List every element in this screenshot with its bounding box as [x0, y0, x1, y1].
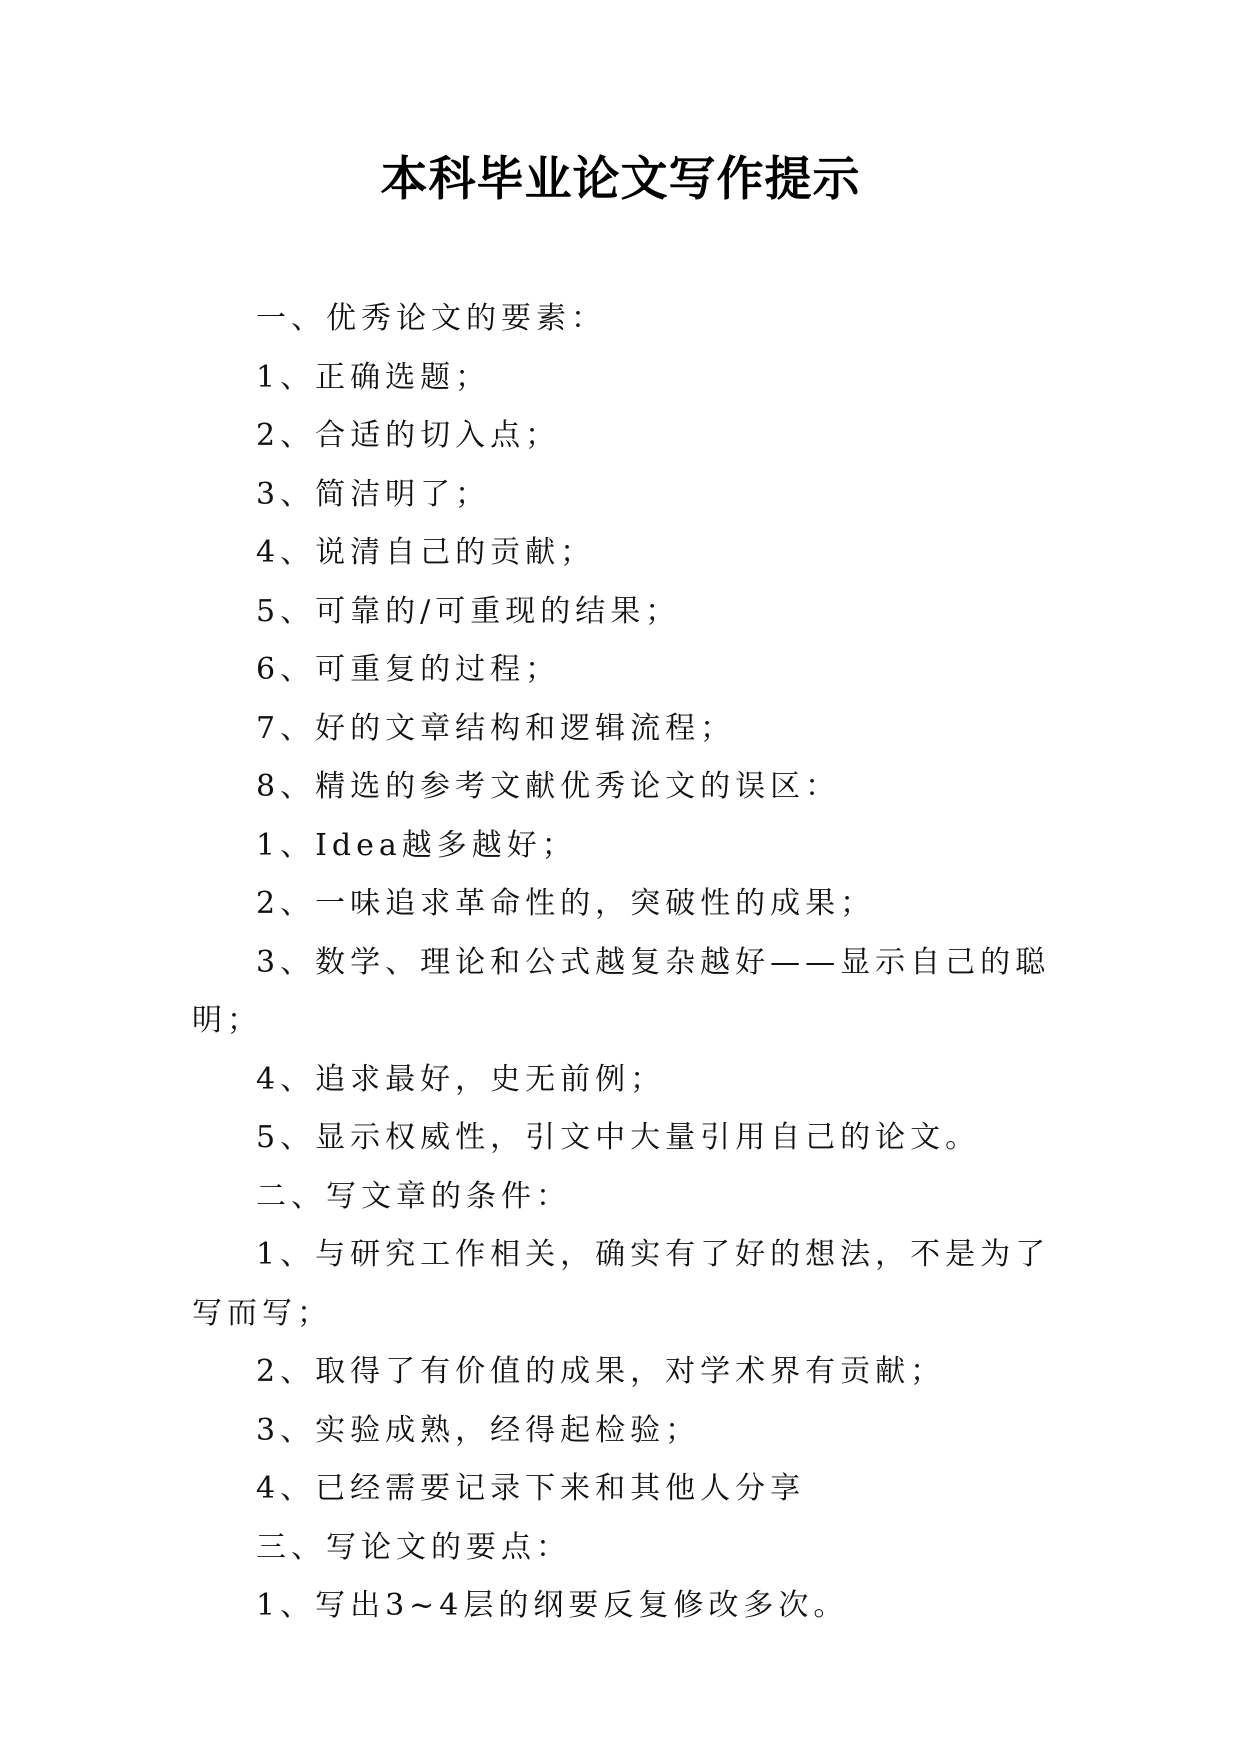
list-item: 6、可重复的过程； [256, 652, 561, 687]
list-item: 5、可靠的/可重现的结果； [256, 593, 681, 629]
list-item: 2、一味追求革命性的，突破性的成果； [256, 886, 876, 921]
list-item: 1、与研究工作相关，确实有了好的想法，不是为了写而写； [192, 1237, 1051, 1331]
document-title: 本科毕业论文写作提示 [380, 152, 861, 207]
list-item: 1、正确选题； [256, 359, 491, 395]
list-item: 3、简洁明了； [256, 476, 491, 512]
list-item: 5、显示权威性，引文中大量引用自己的论文。 [256, 1120, 981, 1155]
list-item: 4、说清自己的贡献； [256, 535, 596, 570]
list-item: 8、精选的参考文献优秀论文的误区： [256, 769, 841, 804]
list-item: 4、已经需要记录下来和其他人分享 [256, 1471, 806, 1506]
section-heading-3: 三、写论文的要点： [256, 1529, 571, 1565]
list-item: 3、实验成熟，经得起检验； [256, 1412, 701, 1448]
list-item: 2、取得了有价值的成果，对学术界有贡献； [256, 1354, 946, 1389]
list-item: 1、Idea越多越好； [256, 827, 577, 863]
list-item: 3、数学、理论和公式越复杂越好——显示自己的聪明； [192, 944, 1051, 1038]
section-heading-2: 二、写文章的条件： [256, 1178, 571, 1214]
list-item: 2、合适的切入点； [256, 418, 561, 453]
list-item: 1、写出3~4层的纲要反复修改多次。 [256, 1588, 849, 1623]
list-item: 4、追求最好，史无前例； [256, 1061, 666, 1097]
list-item: 7、好的文章结构和逻辑流程； [256, 710, 736, 746]
section-heading-1: 一、优秀论文的要素： [256, 301, 606, 336]
document-body [192, 290, 1062, 1636]
